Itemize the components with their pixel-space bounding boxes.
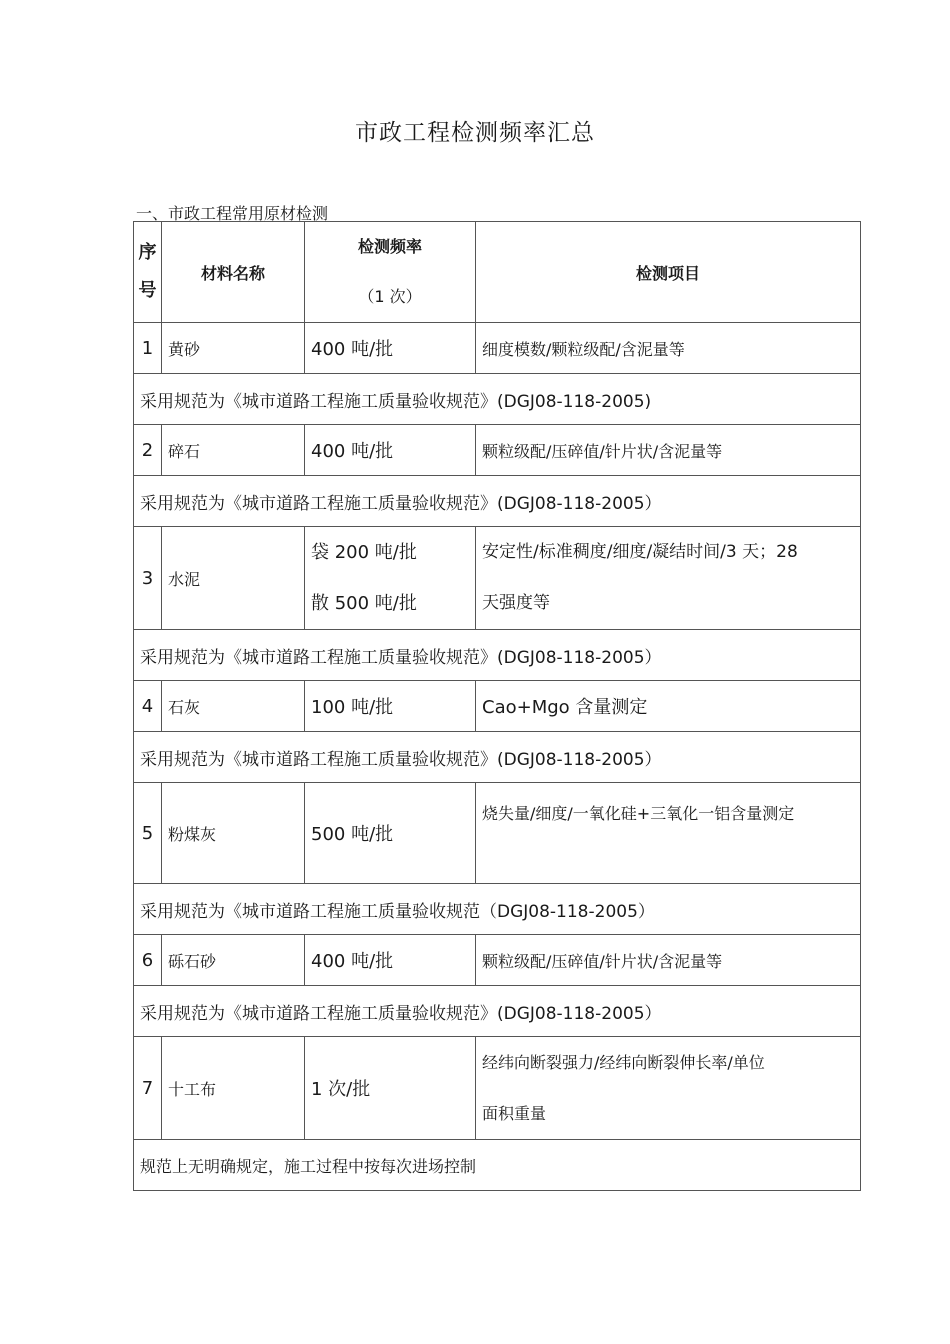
row-standard: 规范上无明确规定，施工过程中按每次进场控制: [134, 1140, 861, 1191]
row-items: 颗粒级配/压碎值/针片状/含泥量等: [476, 425, 861, 476]
material-test-table: [133, 221, 861, 1191]
row-name: 碎石: [162, 425, 305, 476]
row-items: 安定性/标准稠度/细度/凝结时间/3 天；28 天强度等: [476, 527, 861, 630]
header-no: 序 号: [134, 222, 162, 323]
table-row: [134, 935, 861, 986]
standard-row: [134, 884, 861, 935]
row-name: 石灰: [162, 681, 305, 732]
row-standard: 采用规范为《城市道路工程施工质量验收规范（DGJ08-118-2005）: [134, 884, 861, 935]
row-name: 水泥: [162, 527, 305, 630]
row-freq: 400 吨/批: [305, 323, 476, 374]
table-row: [134, 783, 861, 884]
row-standard: 采用规范为《城市道路工程施工质量验收规范》(DGJ08-118-2005）: [134, 630, 861, 681]
standard-row: [134, 476, 861, 527]
row-no: 2: [134, 425, 162, 476]
row-name: 十工布: [162, 1037, 305, 1140]
header-freq: 检测频率 （1 次）: [305, 222, 476, 323]
row-no: 4: [134, 681, 162, 732]
row-freq: 1 次/批: [305, 1037, 476, 1140]
row-items: 烧失量/细度/一氧化硅+三氧化一铝含量测定: [476, 783, 861, 884]
row-standard: 采用规范为《城市道路工程施工质量验收规范》(DGJ08-118-2005): [134, 374, 861, 425]
row-items: 经纬向断裂强力/经纬向断裂伸长率/单位 面积重量: [476, 1037, 861, 1140]
header-name: 材料名称: [162, 222, 305, 323]
standard-row: [134, 630, 861, 681]
row-freq: 400 吨/批: [305, 425, 476, 476]
row-name: 砾石砂: [162, 935, 305, 986]
row-no: 3: [134, 527, 162, 630]
standard-row: [134, 732, 861, 783]
standard-row: [134, 986, 861, 1037]
row-freq: 袋 200 吨/批 散 500 吨/批: [305, 527, 476, 630]
table-row: [134, 681, 861, 732]
table-row: [134, 1037, 861, 1140]
standard-row: [134, 374, 861, 425]
row-items: Cao+Mgo 含量测定: [476, 681, 861, 732]
row-no: 1: [134, 323, 162, 374]
page-title: 市政工程检测频率汇总: [355, 120, 595, 146]
row-standard: 采用规范为《城市道路工程施工质量验收规范》(DGJ08-118-2005）: [134, 986, 861, 1037]
table-row: [134, 527, 861, 630]
header-items: 检测项目: [476, 222, 861, 323]
standard-row: [134, 1140, 861, 1191]
row-name: 黄砂: [162, 323, 305, 374]
row-no: 6: [134, 935, 162, 986]
table-row: [134, 323, 861, 374]
row-no: 7: [134, 1037, 162, 1140]
row-freq: 100 吨/批: [305, 681, 476, 732]
row-no: 5: [134, 783, 162, 884]
row-name: 粉煤灰: [162, 783, 305, 884]
row-standard: 采用规范为《城市道路工程施工质量验收规范》(DGJ08-118-2005）: [134, 476, 861, 527]
row-items: 颗粒级配/压碎值/针片状/含泥量等: [476, 935, 861, 986]
row-freq: 500 吨/批: [305, 783, 476, 884]
row-items: 细度模数/颗粒级配/含泥量等: [476, 323, 861, 374]
table-row: [134, 425, 861, 476]
row-freq: 400 吨/批: [305, 935, 476, 986]
row-standard: 采用规范为《城市道路工程施工质量验收规范》(DGJ08-118-2005）: [134, 732, 861, 783]
section-heading: 一、市政工程常用原材检测: [136, 204, 329, 223]
table-header-row: [134, 222, 861, 323]
